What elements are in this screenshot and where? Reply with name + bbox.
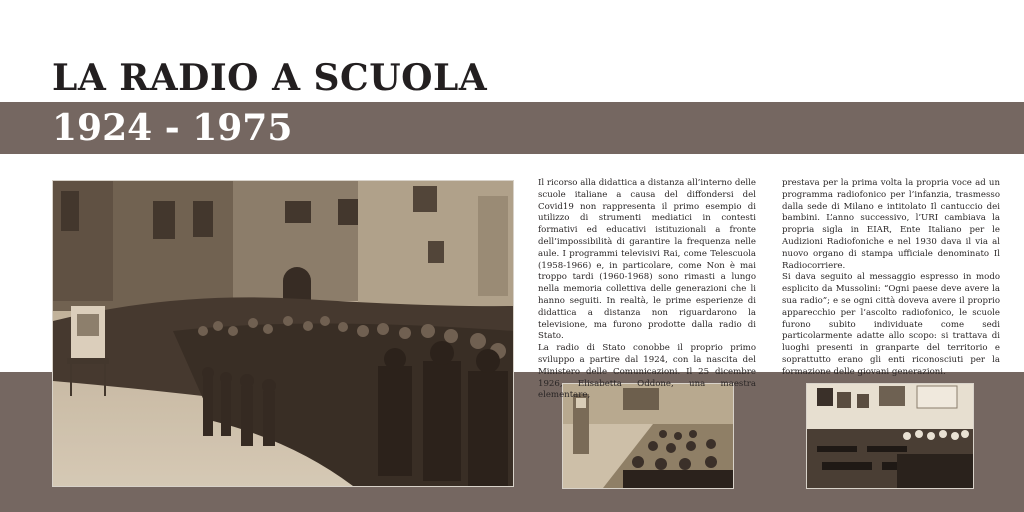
classroom-photo-pupils [806,383,974,489]
year-range: 1924 - 1975 [52,107,293,149]
paragraph: prestava per la prima volta la propria voce ad un programma radiofonico per l’infanzia, trasmesso dalla sede di Milano e intitolato Il cantuccio dei bambini. L’anno successivo, l’URI cambiava la propria sigla in EIAR, Ente Italiano per le Audizioni Radiofoniche e nel 1930 dava il via al nuovo organo di stampa ufficiale denominato Il Radiocorriere. [782,178,1000,271]
crowd-photo-image [53,181,513,486]
paragraph: La radio di Stato conobbe il proprio primo sviluppo a partire dal 1924, con la nascita del Ministero delle Comunicazioni. Il 25 dicembre 1926, Elisabetta Oddone, una maestra elementare, [538,343,756,401]
paragraph: Si dava seguito al messaggio espresso in modo esplicito da Mussolini: “Ogni paese deve avere la sua radio”; e se ogni città doveva avere il proprio apparecchio per l’ascolto radiofonico, le scuole furono subito individuate come sedi particolarmente adatte allo scopo: si trattava di luoghi presenti in granparte del territorio e soprattutto erano gli enti riconosciuti per la formazione delle giovani generazioni. [782,272,1000,377]
pupils-photo-image [807,384,973,488]
text-column-2 [782,178,1000,379]
text-column-1 [538,178,756,402]
page-title: LA RADIO A SCUOLA [52,57,488,99]
paragraph: Il ricorso alla didattica a distanza all’interno delle scuole italiane a causa del diffondersi del Covid19 non rappresenta il primo esempio di utilizzo di strumenti mediatici in contesti formativi ed educativi istituzionali a fronte dell’impossibilità di garantire la frequenza nelle aule. I programmi televisivi Rai, come Telescuola (1958-1966) e, in particolare, come Non è mai troppo tardi (1960-1968) sono rimasti a lungo nella memoria collettiva delle generazioni che li hanno seguiti. In realtà, le prime esperienze di didattica a distanza non riguardarono la televisione, ma furono prodotte dalla radio di Stato. [538,178,756,342]
main-photo-crowd-square [52,180,514,487]
